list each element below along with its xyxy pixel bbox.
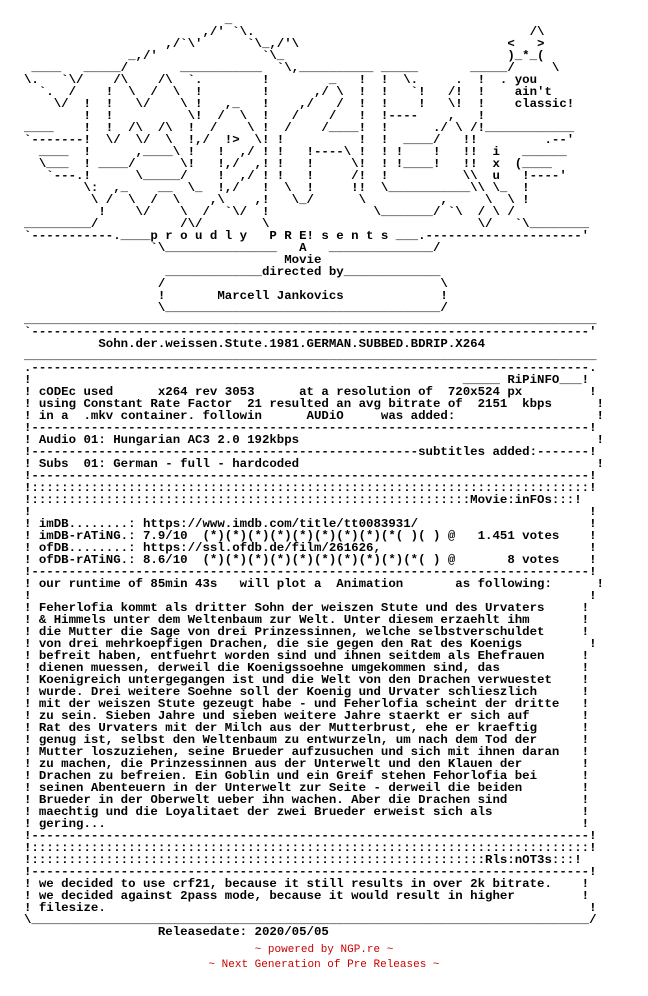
footer-tagline: ~ Next Generation of Pre Releases ~ xyxy=(208,959,440,971)
nfo-text-block: _ ,/' `\. /\ ,/`\' `\_,/'\ < > _,/' `\_ )_*_( ____ _____/ ___________ `\,__________ _____ _____/ \ \. `\/ /\ /\ `. ! _ ! ! \. . ! . you `. / ! \ / \ ! ! ,/ \ ! ! `! /! ! ain't \/ ! ! \/ \ ! ,_ ! ,/ / ! ! ! \! ! classic! ! ! \! / \ ! / / ! !---- , ! ____ ! ! /\ /\ ! / \ ! / /____! ! ./ \ /!____________ `-------! \/ \/ \ !,/ !> \! ! ! ! ____/ !! .--' ____ ! ,____\ ! ! ,/ ! ! !----\ ! ! ! ! !! i ______ \___ ! ____/ \! !,/ ,! ! ! \! ! !____! !! x (____ `---.! \_____/ ! ,/ ! ! ! /! ! \\ u !----' \: ,_ __ \_ !,/ ! \ ! !! \___________\\ \_ ! \ / \ / \ ,\ ,! \_/ \ , \ \ ! ! \/ \ / `\/ ! \_______/ `\ / \ / _________/ /\/ \ \/ `\________ `-----------.____p r o u d l y P R E! s e n t s ___.---------------------' `\_______________ A ______________/ Movie _____________directed by_____________ / \ ! Marcell Jankovics ! \_____________________________________/ _____________________________________________________________________________ `---------------------------------------------------------------------------' Sohn.der.weissen.Stute.1981.GERMAN.SUBBED.BDRIP.X264 _____________________________________________________________________________ .---------------------------------------------------------------------------. ! _____ RiPiNFO___! ! cODEc used x264 rev 3053 at a resolution of 720x524 px ! ! using Constant Rate Factor 21 resulted an avg bitrate of 2151 kbps ! ! in a .mkv container. followin AUDiO was added: ! !---------------------------------------------------------------------------! ! Audio 01: Hungarian AC3 2.0 192kbps ! !----------------------------------------------------subtitles added:-------! ! Subs 01: German - full - hardcoded ! !---------------------------------------------------------------------------! !:::::::::::::::::::::::::::::::::::::::::::::::::::::::::::::::::::::::::::! !:::::::::::::::::::::::::::::::::::::::::::::::::::::::::::Movie:inFOs:::! ! ! ! imDB........: https://www.imdb.com/title/tt0083931/ ! ! imDB-rATiNG.: 7.9/10 (*)(*)(*)(*)(*)(*)(*)(*)(*( )( ) @ 1.451 votes ! ! ofDB........: https://ssl.ofdb.de/film/261626, ! ! ofDB-rATiNG.: 8.6/10 (*)(*)(*)(*)(*)(*)(*)(*)(*)(*( ) @ 8 votes ! !---------------------------------------------------------------------------! ! our runtime of 85min 43s will plot a Animation as following: ! ! ! ! Feherlofia kommt als dritter Sohn der weiszen Stute und des Urvaters ! ! & Himmels unter dem Weltenbaum zur Welt. Unter diesem erzaehlt ihm ! ! die Mutter die Sage von drei Prinzessinnen, welche selbstverschuldet ! ! von drei mehrkoepfigen Drachen, die sie gegen den Rat des Koenigs ! ! befreit haben, entfuehrt worden sind und ihnen seitdem als Ehefrauen ! ! dienen muessen, derweil die Koenigssoehne umgekommen sind, das ! ! Koenigreich untergegangen ist und die Welt von den Drachen verwuestet ! ! wurde. Drei weitere Soehne soll der Koenig und Urvater schlieszlich ! ! mit der weiszen Stute gezeugt habe - und Feherlofia scheint der dritte ! ! zu sein. Sieben Jahre und sieben weitere Jahre staerkt er sich auf ! ! Rat des Urvaters mit der Milch aus der Mutterbrust, ehe er kraeftig ! ! genug ist, selbst den Weltenbaum zu entwurzeln, um nach dem Tod der ! ! Mutter loszuziehen, seine Brueder aufzusuchen und sich mit ihnen daran ! ! zu machen, die Prinzessinnen aus der Unterwelt und den Klauen der ! ! Drachen zu befreien. Ein Goblin und ein Greif stehen Fehorlofia bei ! ! seinen Abenteuern in der Unterwelt zur Seite - derweil die beiden ! ! Brueder in der Oberwelt ueber ihn wachen. Aber die Drachen sind ! ! maechtig und die Loyalitaet der zwei Brueder erweist sich als ! ! gering... ! !---------------------------------------------------------------------------! !:::::::::::::::::::::::::::::::::::::::::::::::::::::::::::::::::::::::::::! !:::::::::::::::::::::::::::::::::::::::::::::::::::::::::::::Rls:nOT3s:::! !---------------------------------------------------------------------------! ! we decided to use crf21, because it still results in over 2k bitrate. ! ! we decided against 2pass mode, because it would result in higher ! ! filesize. ! \___________________________________________________________________________/ Releasedate: 2020/05/05 xyxy=(24,13,604,939)
footer-powered-by: ~ powered by NGP.re ~ xyxy=(254,944,394,956)
